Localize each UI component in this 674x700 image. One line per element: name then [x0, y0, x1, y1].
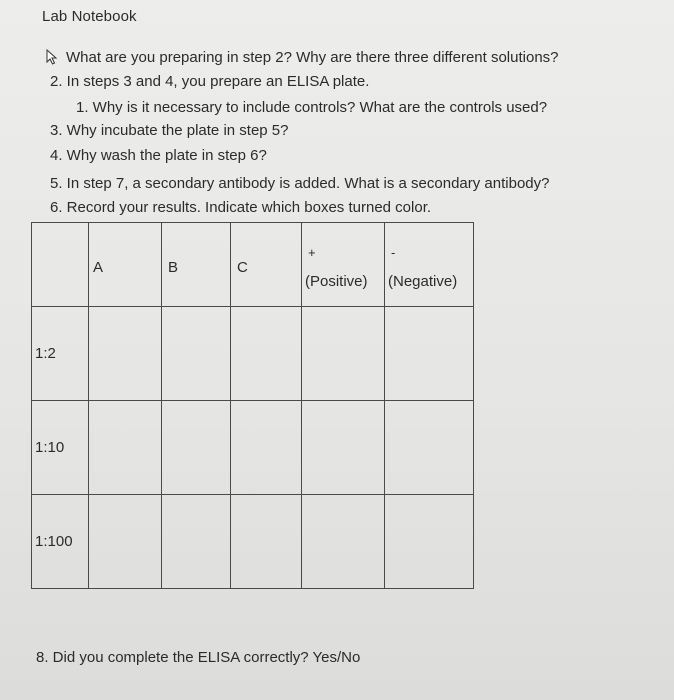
row-label-1-10: 1:10	[32, 401, 89, 495]
result-cell	[89, 307, 162, 401]
table-row	[32, 307, 474, 401]
results-table	[31, 222, 474, 589]
result-cell	[89, 401, 162, 495]
table-header-row	[32, 223, 474, 307]
question-2: 2. In steps 3 and 4, you prepare an ELISA plate.	[50, 73, 370, 90]
header-cell-negative	[385, 223, 474, 307]
pointer-cursor-icon	[44, 48, 62, 66]
column-label-b: B	[168, 259, 179, 276]
question-5: 5. In step 7, a secondary antibody is added. What is a secondary antibody?	[50, 175, 550, 192]
column-label-c: C	[237, 259, 248, 276]
result-cell	[162, 401, 231, 495]
question-2-sub-1: 1. Why is it necessary to include controls? What are the controls used?	[76, 99, 548, 116]
result-cell	[162, 495, 231, 589]
row-label-1-100: 1:100	[32, 495, 89, 589]
result-cell	[231, 401, 302, 495]
result-cell	[162, 307, 231, 401]
result-cell	[385, 495, 474, 589]
negative-sign: -	[391, 245, 396, 260]
result-cell	[385, 307, 474, 401]
positive-sign: +	[308, 245, 316, 260]
question-6: 6. Record your results. Indicate which boxes turned color.	[50, 199, 432, 216]
result-cell	[385, 401, 474, 495]
column-label-positive: (Positive)	[305, 273, 368, 290]
question-4: 4. Why wash the plate in step 6?	[50, 147, 267, 164]
table-row	[32, 495, 474, 589]
row-label-1-2: 1:2	[32, 307, 89, 401]
question-1: What are you preparing in step 2? Why are there three different solutions?	[66, 49, 559, 66]
result-cell	[302, 495, 385, 589]
question-8: 8. Did you complete the ELISA correctly? Yes/No	[36, 649, 361, 666]
header-cell-positive	[302, 223, 385, 307]
header-cell-c	[231, 223, 302, 307]
header-corner-cell	[32, 223, 89, 307]
header-cell-b	[162, 223, 231, 307]
question-3: 3. Why incubate the plate in step 5?	[50, 122, 289, 139]
result-cell	[231, 495, 302, 589]
table-row	[32, 401, 474, 495]
result-cell	[302, 307, 385, 401]
header-cell-a	[89, 223, 162, 307]
result-cell	[89, 495, 162, 589]
page-title: Lab Notebook	[42, 8, 137, 25]
result-cell	[302, 401, 385, 495]
column-label-a: A	[93, 259, 104, 276]
column-label-negative: (Negative)	[388, 273, 458, 290]
result-cell	[231, 307, 302, 401]
